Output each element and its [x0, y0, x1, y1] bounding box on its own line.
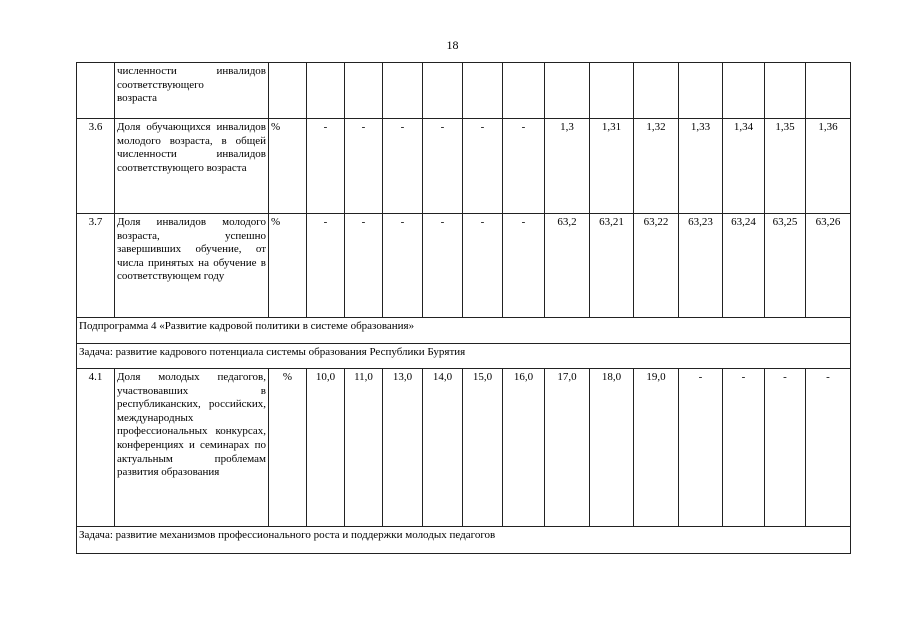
indicator-name-cell: Доля инвалидов молодого возраста, успешно завершивших обучение, от числа принятых на обучение в соответствующем году: [115, 214, 269, 318]
name-line: соответствующего: [117, 78, 204, 91]
indicator-name-cell: [115, 63, 269, 119]
value-cell: 63,26: [806, 214, 851, 318]
value-cell: 11,0: [345, 369, 383, 527]
value-cell: -: [423, 119, 463, 214]
table-row-3-7: [77, 214, 851, 318]
table-row-4-1: [77, 369, 851, 527]
value-cell: [765, 63, 806, 119]
task-row: [77, 527, 851, 554]
name-line: численности инвалидов: [117, 65, 266, 77]
row-number-cell: 4.1: [77, 369, 115, 527]
value-cell: 63,21: [590, 214, 634, 318]
row-number-cell: [77, 63, 115, 119]
indicators-table: [76, 62, 851, 554]
value-cell: [634, 63, 679, 119]
task-row: [77, 344, 851, 369]
subprogram-title: Подпрограмма 4 «Развитие кадровой политики в системе образования»: [77, 318, 851, 344]
value-cell: -: [345, 214, 383, 318]
value-cell: -: [383, 214, 423, 318]
value-cell: 1,35: [765, 119, 806, 214]
value-cell: 63,23: [679, 214, 723, 318]
value-cell: [383, 63, 423, 119]
value-cell: 1,3: [545, 119, 590, 214]
value-cell: -: [383, 119, 423, 214]
value-cell: 63,24: [723, 214, 765, 318]
value-cell: [345, 63, 383, 119]
task-title: Задача: развитие механизмов профессионального роста и поддержки молодых педагогов: [77, 527, 851, 554]
value-cell: 13,0: [383, 369, 423, 527]
table-row-continued: [77, 63, 851, 119]
indicator-name-cell: Доля молодых педагогов, участвовавших в республиканских, российских, международных профессиональных конкурсах, конференциях и семинарах по актуальным проблемам развития образования: [115, 369, 269, 527]
value-cell: [545, 63, 590, 119]
value-cell: 17,0: [545, 369, 590, 527]
value-cell: [806, 63, 851, 119]
table-row-3-6: [77, 119, 851, 214]
value-cell: [503, 63, 545, 119]
value-cell: 63,22: [634, 214, 679, 318]
unit-cell: [269, 63, 307, 119]
value-cell: [307, 63, 345, 119]
value-cell: 1,31: [590, 119, 634, 214]
row-number-cell: 3.6: [77, 119, 115, 214]
value-cell: 19,0: [634, 369, 679, 527]
value-cell: -: [345, 119, 383, 214]
value-cell: [423, 63, 463, 119]
indicator-name-cell: Доля обучающихся инвалидов молодого возраста, в общей численности инвалидов соответствующего возраста: [115, 119, 269, 214]
value-cell: 63,2: [545, 214, 590, 318]
value-cell: [590, 63, 634, 119]
value-cell: [463, 63, 503, 119]
value-cell: -: [307, 119, 345, 214]
value-cell: -: [463, 119, 503, 214]
task-title: Задача: развитие кадрового потенциала системы образования Республики Бурятия: [77, 344, 851, 369]
value-cell: 15,0: [463, 369, 503, 527]
value-cell: 18,0: [590, 369, 634, 527]
unit-cell: %: [269, 369, 307, 527]
unit-cell: %: [269, 119, 307, 214]
value-cell: 1,32: [634, 119, 679, 214]
value-cell: -: [307, 214, 345, 318]
value-cell: [679, 63, 723, 119]
value-cell: 1,33: [679, 119, 723, 214]
value-cell: -: [806, 369, 851, 527]
value-cell: -: [423, 214, 463, 318]
value-cell: -: [463, 214, 503, 318]
value-cell: 16,0: [503, 369, 545, 527]
value-cell: -: [503, 214, 545, 318]
value-cell: 1,36: [806, 119, 851, 214]
page-number: 18: [446, 38, 459, 52]
value-cell: 10,0: [307, 369, 345, 527]
subprogram-row: [77, 318, 851, 344]
value-cell: 63,25: [765, 214, 806, 318]
value-cell: 1,34: [723, 119, 765, 214]
unit-cell: %: [269, 214, 307, 318]
value-cell: -: [723, 369, 765, 527]
value-cell: [723, 63, 765, 119]
value-cell: 14,0: [423, 369, 463, 527]
name-line: возраста: [117, 92, 158, 105]
value-cell: -: [503, 119, 545, 214]
value-cell: -: [679, 369, 723, 527]
value-cell: -: [765, 369, 806, 527]
row-number-cell: 3.7: [77, 214, 115, 318]
